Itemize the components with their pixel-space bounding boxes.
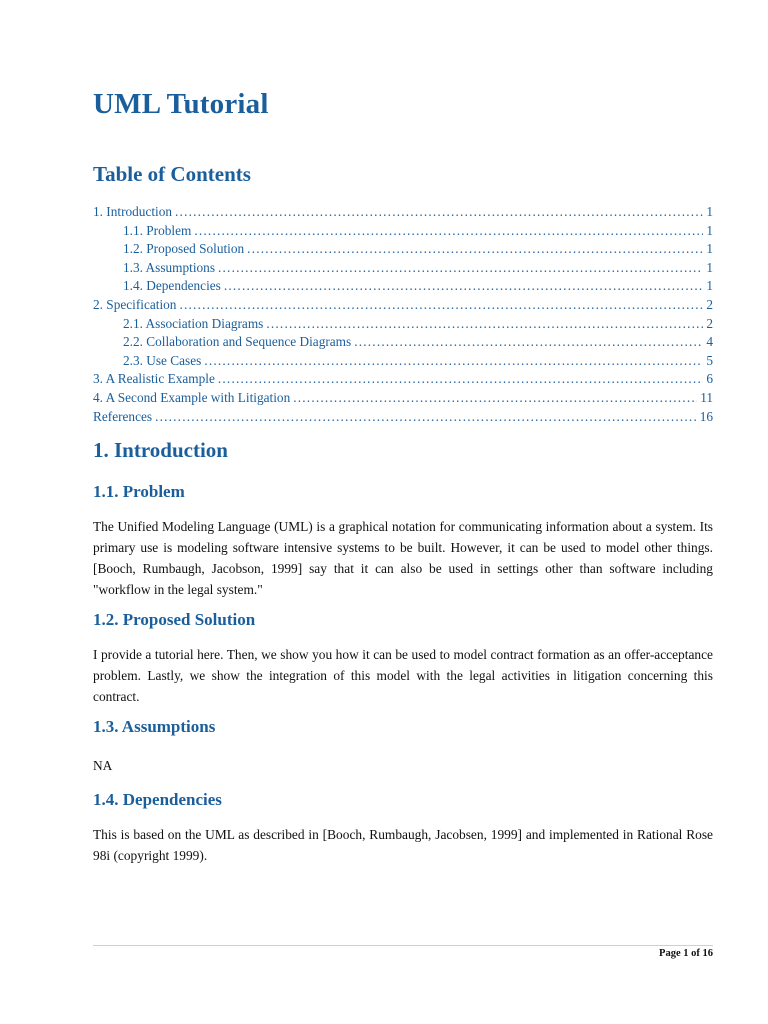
toc-leader-dots <box>179 296 703 315</box>
toc-entry-page[interactable]: 6 <box>706 371 713 387</box>
toc-leader-dots <box>218 259 703 278</box>
toc-entry-page[interactable]: 1 <box>706 204 713 219</box>
toc-entry[interactable] <box>93 277 713 296</box>
toc-entry[interactable] <box>93 259 713 278</box>
toc-leader-dots <box>155 408 697 427</box>
paragraph-problem: The Unified Modeling Language (UML) is a graphical notation for communicating information about a system. Its primary use is modeling software intensive systems to be built. However, it can be used to model other things. [Booch, Rumbaugh, Jacobson, 1999] say that it can also be used in settings other than software including "workflow in the legal system." <box>93 519 713 597</box>
toc-leader-dots <box>247 240 703 259</box>
toc-leader-dots <box>194 222 703 241</box>
toc-leader-dots <box>175 203 703 222</box>
toc-entry-page[interactable]: 1 <box>706 259 713 275</box>
toc-entry-page[interactable]: 11 <box>700 389 713 405</box>
toc-entry-page[interactable]: 5 <box>706 352 713 368</box>
paragraph-assumptions: NA <box>93 758 113 773</box>
page-number: Page 1 of 16 <box>659 948 713 959</box>
toc-entry-page[interactable]: 4 <box>706 334 713 350</box>
toc-entry-page[interactable]: 2 <box>706 315 713 331</box>
toc-leader-dots <box>204 352 703 371</box>
toc-entry[interactable] <box>93 240 713 259</box>
toc-entry-label[interactable]: 1. Introduction <box>93 204 173 219</box>
toc-entry-label[interactable]: 2. Specification <box>93 296 177 312</box>
paragraph-dependencies: This is based on the UML as described in [Booch, Rumbaugh, Jacobsen, 1999] and implemented in Rational Rose 98i (copyright 1999). <box>93 827 713 863</box>
toc-entry-label[interactable]: 1.2. Proposed Solution <box>123 241 245 257</box>
table-of-contents <box>93 203 713 426</box>
section-heading-assumptions: 1.3. Assumptions <box>93 717 216 736</box>
toc-entry-page[interactable]: 1 <box>706 241 713 257</box>
toc-leader-dots <box>224 277 703 296</box>
toc-entry[interactable] <box>93 370 713 389</box>
toc-entry-page[interactable]: 1 <box>706 222 713 238</box>
section-heading-proposed-solution: 1.2. Proposed Solution <box>93 610 256 629</box>
section-heading-problem: 1.1. Problem <box>93 482 185 501</box>
toc-entry-label[interactable]: 4. A Second Example with Litigation <box>93 389 291 405</box>
toc-entry[interactable] <box>93 389 713 408</box>
toc-entry-label[interactable]: 1.1. Problem <box>123 222 192 238</box>
toc-entry[interactable] <box>93 296 713 315</box>
toc-entry[interactable] <box>93 352 713 371</box>
toc-entry-label[interactable]: 2.3. Use Cases <box>123 352 202 368</box>
section-heading-dependencies: 1.4. Dependencies <box>93 790 222 809</box>
footer-divider <box>93 945 713 946</box>
toc-entry-label[interactable]: 1.4. Dependencies <box>123 278 221 294</box>
toc-entry-page[interactable]: 16 <box>699 408 713 424</box>
paragraph-proposed-solution: I provide a tutorial here. Then, we show you how it can be used to model contract formation as an offer-acceptance problem. Lastly, we show the integration of this model with the legal activities in litigation concerning this contract. <box>93 647 713 704</box>
toc-entry[interactable] <box>93 333 713 352</box>
toc-entry-label[interactable]: 2.2. Collaboration and Sequence Diagrams <box>123 334 352 350</box>
toc-entry[interactable] <box>93 203 713 222</box>
toc-entry[interactable] <box>93 222 713 241</box>
toc-leader-dots <box>218 370 703 389</box>
toc-leader-dots <box>266 315 703 334</box>
section-heading-introduction: 1. Introduction <box>93 438 228 462</box>
toc-leader-dots <box>354 333 703 352</box>
document-title: UML Tutorial <box>93 88 269 120</box>
toc-entry[interactable] <box>93 408 713 427</box>
toc-entry-label[interactable]: 3. A Realistic Example <box>93 371 215 387</box>
toc-heading: Table of Contents <box>93 162 251 186</box>
toc-entry-page[interactable]: 2 <box>706 296 713 312</box>
toc-entry-label[interactable]: 2.1. Association Diagrams <box>123 315 264 331</box>
toc-leader-dots <box>293 389 697 408</box>
toc-entry-page[interactable]: 1 <box>706 278 713 294</box>
toc-entry-label[interactable]: References <box>93 408 153 424</box>
toc-entry[interactable] <box>93 315 713 334</box>
toc-entry-label[interactable]: 1.3. Assumptions <box>123 259 215 275</box>
